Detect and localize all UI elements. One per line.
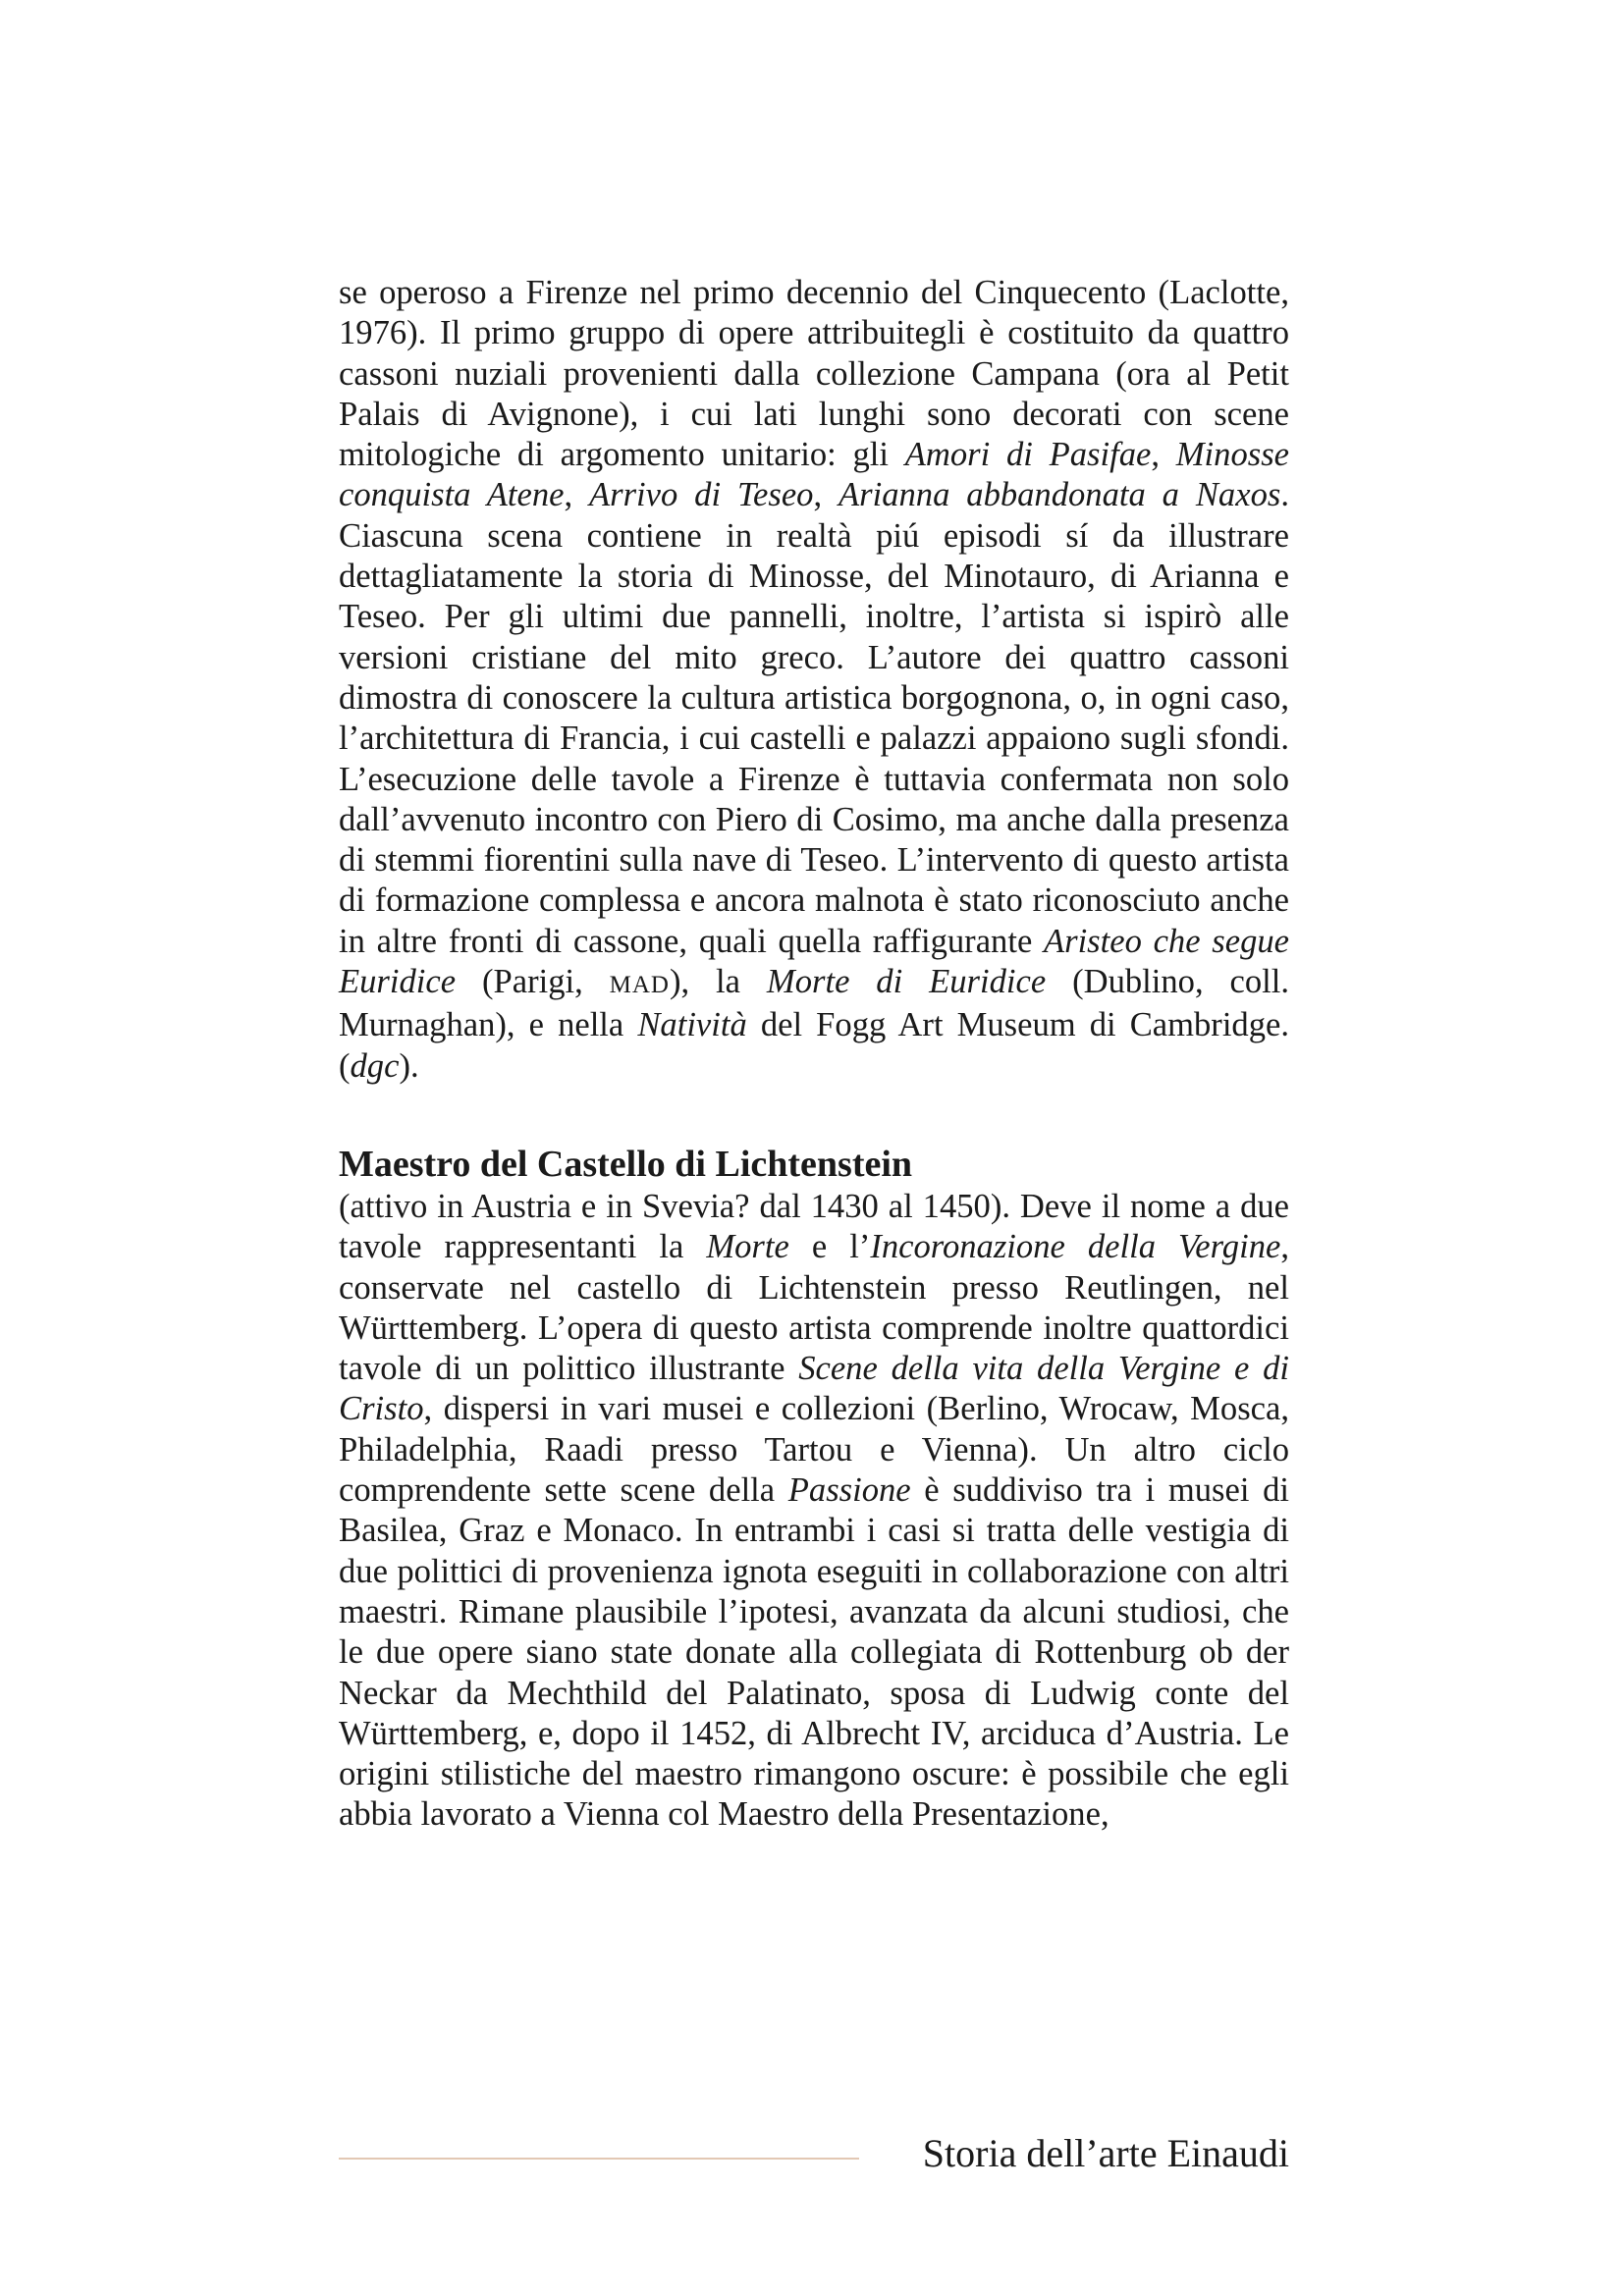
artwork-title: Scene della vita della Vergine e di Cristo xyxy=(339,1350,1289,1428)
body-text: ), la xyxy=(669,963,767,1001)
abbreviation: MAD xyxy=(609,972,670,999)
body-text: se operoso a Firenze nel primo decennio del Cinquecento (Laclotte, 1976). Il primo gruppo di opere attribuitegli è costituito da quattro cassoni nuziali provenienti dalla collezione Campana (ora al Petit Palais di Avignone), i cui lati lunghi sono decorati con scene mitologiche di argomento unitario: gli xyxy=(339,274,1289,474)
body-text: , xyxy=(813,476,839,514)
entry-paragraph-continued xyxy=(339,273,1289,1087)
artwork-title: Aristeo che segue Euridice xyxy=(339,922,1289,1001)
body-text: , xyxy=(564,476,589,514)
author-initials: dgc xyxy=(350,1046,400,1085)
footer-divider xyxy=(339,2158,859,2160)
artwork-title: Morte di Euridice xyxy=(766,963,1047,1001)
body-text: ). xyxy=(399,1046,419,1085)
body-text: del Fogg Art Museum di Cambridge. ( xyxy=(339,1006,1289,1085)
entry-heading: Maestro del Castello di Lichtenstein xyxy=(339,1143,913,1185)
artwork-title: Morte xyxy=(706,1228,789,1266)
body-text: , dispersi in vari musei e collezioni (Berlino, Wrocaw, Mosca, Philadelphia, Raadi presso Tartou e Vienna). Un altro ciclo comprendente sette scene della xyxy=(339,1390,1289,1510)
artwork-title: Incoronazione della Vergine xyxy=(870,1228,1281,1266)
body-text: (Dublino, coll. Murnaghan), e nella xyxy=(339,963,1289,1044)
body-text: e l’ xyxy=(788,1228,871,1266)
body-text: . Ciascuna scena contiene in realtà piú episodi sí da illustrare dettagliatamente la storia di Minosse, del Minotauro, di Arianna e Teseo. Per gli ultimi due pannelli, inoltre, l’artista si ispirò alle versioni cristiane del mito greco. L’autore dei quattro cassoni dimostra di conoscere la cultura artistica borgognona, o, in ogni caso, l’architettura di Francia, i cui castelli e palazzi appaiono sugli sfondi. L’esecuzione delle tavole a Firenze è tuttavia confermata non solo dall’avvenuto incontro con Piero di Cosimo, ma anche dalla presenza di stemmi fiorentini sulla nave di Teseo. L’intervento di questo artista di formazione complessa e ancora malnota è stato riconosciuto anche in altre fronti di cassone, quali quella raffigurante xyxy=(339,476,1289,960)
artwork-title: Arianna abbandonata a Naxos xyxy=(839,476,1281,514)
body-text: , xyxy=(1151,436,1176,474)
artwork-title: Minosse conquista Atene xyxy=(339,436,1289,514)
artwork-title: Amori di Pasifae xyxy=(904,436,1152,474)
artwork-title: Natività xyxy=(637,1006,747,1044)
body-text: è suddiviso tra i musei di Basilea, Graz e Monaco. In entrambi i casi si tratta delle vestigia di due polittici di provenienza ignota eseguiti in collaborazione con altri maestri. Rimane plausibile l’ipotesi, avanzata da alcuni studiosi, che le due opere siano state donate alla collegiata di Rottenburg ob der Neckar da Mechthild del Palatinato, sposa di Ludwig conte del Württemberg, e, dopo il 1452, di Albrecht IV, arciduca d’Austria. Le origini stilistiche del maestro rimangono oscure: è possibile che egli abbia lavorato a Vienna col Maestro della Presentazione, xyxy=(339,1471,1289,1834)
body-text: , conservate nel castello di Lichtenstein presso Reutlingen, nel Württemberg. L’opera di questo artista comprende inoltre quattordici tavole di un polittico illustrante xyxy=(339,1228,1289,1388)
body-text: (attivo in Austria e in Svevia? dal 1430 al 1450). Deve il nome a due tavole rappresentanti la xyxy=(339,1187,1289,1266)
artwork-title: Passione xyxy=(787,1471,911,1510)
artwork-title: Arrivo di Teseo xyxy=(589,476,814,514)
entry-paragraph xyxy=(339,1187,1289,1836)
footer-publication-title: Storia dell’arte Einaudi xyxy=(922,2131,1289,2175)
body-text: (Parigi, xyxy=(456,963,610,1001)
text-column xyxy=(339,273,1289,1836)
